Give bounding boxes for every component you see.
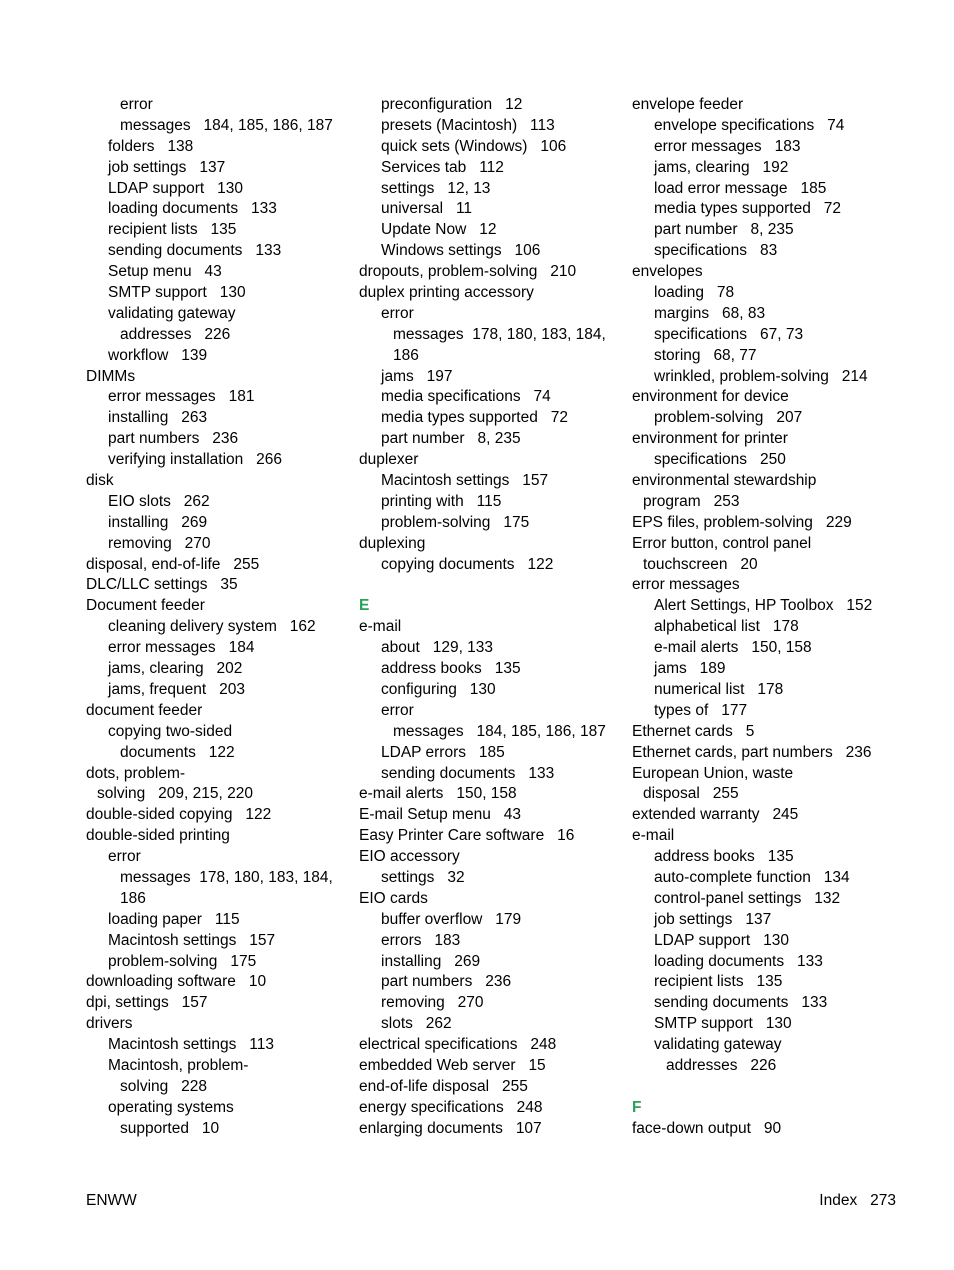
index-entry: EIO accessory xyxy=(359,848,460,866)
index-subentry: media types supported 72 xyxy=(381,409,568,427)
index-subentry: Macintosh, problem- xyxy=(108,1056,249,1074)
index-subentry: jams, clearing 192 xyxy=(654,158,789,176)
index-entry: European Union, waste xyxy=(632,764,794,782)
index-subentry: settings 12, 13 xyxy=(381,179,491,197)
index-entry: Error button, control panel xyxy=(632,534,812,552)
index-subentry: part number 8, 235 xyxy=(654,221,794,239)
index-entry: Ethernet cards, part numbers 236 xyxy=(632,743,872,761)
index-entry: duplexing xyxy=(359,534,426,552)
index-subentry: quick sets (Windows) 106 xyxy=(381,137,567,155)
index-subentry: workflow 139 xyxy=(108,346,208,364)
index-entry: duplexer xyxy=(359,451,419,469)
index-subentry: error xyxy=(120,96,153,113)
index-subentry: part numbers 236 xyxy=(108,430,239,448)
section-gap xyxy=(632,1077,894,1098)
index-subentry: jams, frequent 203 xyxy=(108,680,245,698)
index-entry: envelopes xyxy=(632,263,703,281)
index-subentry: LDAP support 130 xyxy=(654,931,789,949)
index-column-2 xyxy=(359,95,621,1140)
index-subentry: specifications 67, 73 xyxy=(654,325,804,343)
index-subentry: wrinkled, problem-solving 214 xyxy=(654,367,868,385)
index-subentry: problem-solving 175 xyxy=(381,513,530,531)
index-column-1 xyxy=(86,95,346,1140)
index-subentry: messages 178, 180, 183, 184, xyxy=(120,868,333,886)
index-entry: dpi, settings 157 xyxy=(86,994,208,1012)
index-subentry: sending documents 133 xyxy=(654,994,828,1012)
index-subentry: installing 269 xyxy=(108,513,208,531)
index-subentry: EIO slots 262 xyxy=(108,492,210,510)
index-subentry: removing 270 xyxy=(381,994,484,1012)
index-subentry: recipient lists 135 xyxy=(108,221,237,239)
index-subentry: alphabetical list 178 xyxy=(654,618,799,636)
index-subentry: media types supported 72 xyxy=(654,200,841,218)
index-entry: envelope feeder xyxy=(632,96,744,113)
index-subentry: operating systems xyxy=(108,1098,234,1116)
index-entry: e-mail alerts 150, 158 xyxy=(359,785,517,803)
index-subentry: folders 138 xyxy=(108,137,194,155)
index-subentry: sending documents 133 xyxy=(108,242,282,260)
index-subentry: types of 177 xyxy=(654,701,748,719)
index-subentry: errors 183 xyxy=(381,931,461,949)
index-subentry: installing 269 xyxy=(381,952,481,970)
index-subentry: LDAP errors 185 xyxy=(381,743,505,761)
index-subentry: program 253 xyxy=(643,492,740,510)
index-subentry: addresses 226 xyxy=(120,325,231,343)
index-subentry: margins 68, 83 xyxy=(654,304,766,322)
index-entry: E-mail Setup menu 43 xyxy=(359,806,521,824)
index-subentry: configuring 130 xyxy=(381,680,496,698)
index-subentry: about 129, 133 xyxy=(381,639,494,657)
index-subentry: Macintosh settings 157 xyxy=(381,472,549,490)
index-subentry: disposal 255 xyxy=(643,785,739,803)
index-subentry: error xyxy=(381,304,414,322)
index-subentry: messages 178, 180, 183, 184, xyxy=(393,325,606,343)
index-subentry: error messages 183 xyxy=(654,137,801,155)
index-subentry: specifications 83 xyxy=(654,242,778,260)
index-entry: electrical specifications 248 xyxy=(359,1036,557,1054)
index-subentry: messages 184, 185, 186, 187 xyxy=(393,722,606,740)
index-subentry: copying documents 122 xyxy=(381,555,554,573)
index-subentry: 186 xyxy=(393,346,419,364)
index-subentry: jams, clearing 202 xyxy=(108,660,243,678)
index-entry: disk xyxy=(86,472,114,490)
index-entry: environment for device xyxy=(632,388,789,406)
index-entry: EIO cards xyxy=(359,889,428,907)
index-subentry: jams 189 xyxy=(654,660,726,678)
index-subentry: printing with 115 xyxy=(381,492,502,510)
index-subentry: error messages 184 xyxy=(108,639,255,657)
index-entry: Ethernet cards 5 xyxy=(632,722,755,740)
index-subentry: Update Now 12 xyxy=(381,221,497,239)
index-entry: duplex printing accessory xyxy=(359,284,534,302)
index-subentry: media specifications 74 xyxy=(381,388,551,406)
index-subentry: address books 135 xyxy=(654,848,794,866)
index-subentry: installing 263 xyxy=(108,409,208,427)
index-subentry: error messages 181 xyxy=(108,388,255,406)
index-subentry: loading documents 133 xyxy=(654,952,823,970)
index-subentry: universal 11 xyxy=(381,200,473,218)
index-subentry: removing 270 xyxy=(108,534,211,552)
index-entry: end-of-life disposal 255 xyxy=(359,1077,528,1095)
index-subentry: storing 68, 77 xyxy=(654,346,757,364)
index-entry: dropouts, problem-solving 210 xyxy=(359,263,577,281)
index-subentry: cleaning delivery system 162 xyxy=(108,618,316,636)
index-subentry: job settings 137 xyxy=(654,910,772,928)
index-subentry: Windows settings 106 xyxy=(381,242,541,260)
index-subentry: recipient lists 135 xyxy=(654,973,783,991)
index-subentry: Macintosh settings 113 xyxy=(108,1036,274,1054)
index-subentry: numerical list 178 xyxy=(654,680,784,698)
index-entry: error messages xyxy=(632,576,740,594)
index-entry: face-down output 90 xyxy=(632,1119,782,1137)
index-subentry: Macintosh settings 157 xyxy=(108,931,276,949)
index-subentry: sending documents 133 xyxy=(381,764,555,782)
index-entry: embedded Web server 15 xyxy=(359,1056,546,1074)
section-letter-header: F xyxy=(632,1098,642,1116)
index-subentry: problem-solving 175 xyxy=(108,952,257,970)
index-subentry: problem-solving 207 xyxy=(654,409,803,427)
index-subentry: Services tab 112 xyxy=(381,158,504,176)
index-subentry: slots 262 xyxy=(381,1015,452,1033)
index-subentry: loading paper 115 xyxy=(108,910,240,928)
index-subentry: buffer overflow 179 xyxy=(381,910,522,928)
index-subentry: supported 10 xyxy=(120,1119,220,1137)
index-subentry: validating gateway xyxy=(108,304,236,322)
index-subentry: addresses 226 xyxy=(666,1056,777,1074)
index-subentry: solving 209, 215, 220 xyxy=(97,785,253,803)
index-subentry: 186 xyxy=(120,889,146,907)
index-entry: environment for printer xyxy=(632,430,788,448)
index-subentry: Alert Settings, HP Toolbox 152 xyxy=(654,597,873,615)
index-subentry: validating gateway xyxy=(654,1036,782,1054)
index-subentry: job settings 137 xyxy=(108,158,226,176)
index-entry: double-sided copying 122 xyxy=(86,806,272,824)
index-entry: downloading software 10 xyxy=(86,973,267,991)
index-subentry: SMTP support 130 xyxy=(654,1015,792,1033)
index-subentry: error xyxy=(108,848,141,866)
section-gap xyxy=(359,575,621,596)
index-subentry: part numbers 236 xyxy=(381,973,512,991)
index-entry: extended warranty 245 xyxy=(632,806,799,824)
index-subentry: settings 32 xyxy=(381,868,465,886)
index-subentry: LDAP support 130 xyxy=(108,179,243,197)
index-subentry: loading 78 xyxy=(654,284,735,302)
index-subentry: load error message 185 xyxy=(654,179,827,197)
index-entry: disposal, end-of-life 255 xyxy=(86,555,260,573)
index-subentry: jams 197 xyxy=(381,367,453,385)
index-subentry: solving 228 xyxy=(120,1077,208,1095)
section-letter-header: E xyxy=(359,597,370,615)
index-entry: e-mail xyxy=(632,827,675,845)
index-entry: environmental stewardship xyxy=(632,472,817,490)
index-entry: e-mail xyxy=(359,618,402,636)
index-entry: EPS files, problem-solving 229 xyxy=(632,513,852,531)
index-subentry: specifications 250 xyxy=(654,451,786,469)
index-subentry: control-panel settings 132 xyxy=(654,889,841,907)
index-subentry: envelope specifications 74 xyxy=(654,116,845,134)
index-subentry: auto-complete function 134 xyxy=(654,868,850,886)
index-entry: energy specifications 248 xyxy=(359,1098,543,1116)
index-subentry: preconfiguration 12 xyxy=(381,96,523,113)
index-entry: dots, problem- xyxy=(86,764,186,782)
index-column-3 xyxy=(632,95,894,1140)
index-subentry: e-mail alerts 150, 158 xyxy=(654,639,812,657)
index-subentry: SMTP support 130 xyxy=(108,284,246,302)
index-subentry: part number 8, 235 xyxy=(381,430,521,448)
index-subentry: loading documents 133 xyxy=(108,200,277,218)
index-subentry: error xyxy=(381,701,414,719)
index-subentry: address books 135 xyxy=(381,660,521,678)
index-subentry: presets (Macintosh) 113 xyxy=(381,116,555,134)
index-entry: enlarging documents 107 xyxy=(359,1119,542,1137)
index-entry: Document feeder xyxy=(86,597,205,615)
index-entry: double-sided printing xyxy=(86,827,230,845)
index-entry: drivers xyxy=(86,1015,133,1033)
index-entry: DLC/LLC settings 35 xyxy=(86,576,238,594)
index-subentry: copying two-sided xyxy=(108,722,233,740)
index-subentry: messages 184, 185, 186, 187 xyxy=(120,116,333,134)
index-entry: Easy Printer Care software 16 xyxy=(359,827,575,845)
index-subentry: touchscreen 20 xyxy=(643,555,758,573)
index-entry: document feeder xyxy=(86,701,203,719)
index-entry: DIMMs xyxy=(86,367,136,385)
footer-left: ENWW xyxy=(86,1192,137,1209)
index-subentry: Setup menu 43 xyxy=(108,263,222,281)
index-subentry: verifying installation 266 xyxy=(108,451,283,469)
footer-page-label: Index 273 xyxy=(819,1192,896,1209)
index-subentry: documents 122 xyxy=(120,743,235,761)
